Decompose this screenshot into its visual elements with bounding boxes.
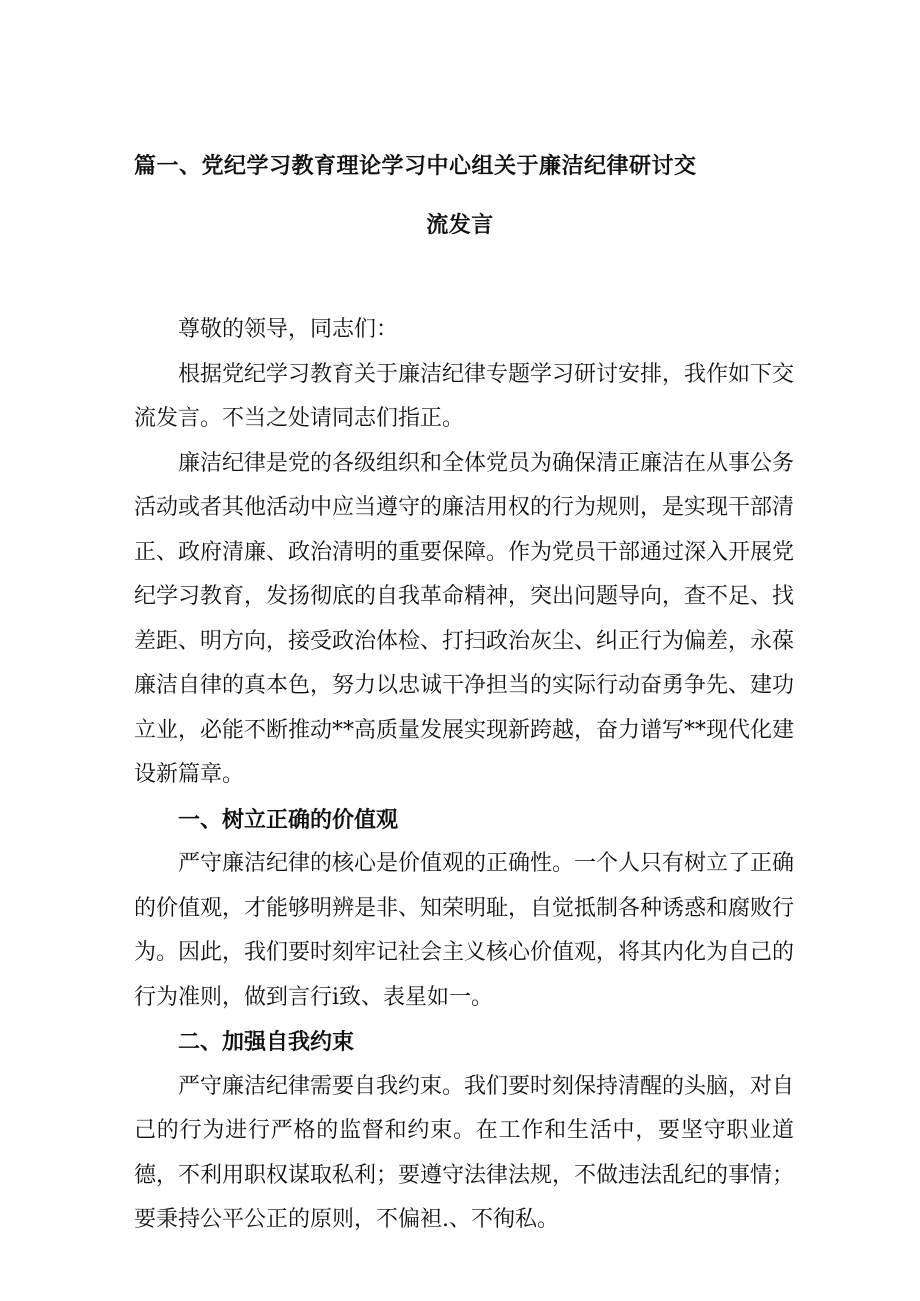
body-paragraph-3: 严守廉洁纪律需要自我约束。我们要时刻保持清醒的头脑，对自己的行为进行严格的监督和约束。在工作和生活中，要坚守职业道德，不利用职权谋取私利；要遵守法律法规，不做违法乱纪的事情；要秉持公平公正的原则，不偏袒.、不徇私。 xyxy=(134,1073,795,1232)
section-heading-1: 一、树立正确的价值观 xyxy=(178,806,399,833)
document-title-line-2: 流发言 xyxy=(426,212,494,238)
document-body xyxy=(134,308,794,1243)
body-paragraph-1: 廉洁纪律是党的各级组织和全体党员为确保清正廉洁在从事公务活动或者其他活动中应当遵守的廉洁用权的行为规则，是实现干部清正、政府清廉、政治清明的重要保障。作为党员干部通过深入开展党纪学习教育，发扬彻底的自我革命精神，突出问题导向，查不足、找差距、明方向，接受政治体检、打扫政治灰尘、纠正行为偏差，永葆廉洁自律的真本色，努力以忠诚干净担当的实际行动奋勇争先、建功立业，必能不断推动**高质量发展实现新跨越，奋力谱写**现代化建设新篇章。 xyxy=(134,450,795,787)
section-heading-2: 二、加强自我约束 xyxy=(178,1029,355,1055)
salutation: 尊敬的领导，同志们： xyxy=(178,317,399,342)
body-paragraph-2: 严守廉洁纪律的核心是价值观的正确性。一个人只有树立了正确的价值观，才能够明辨是非、知荣明耻，自觉抵制各种诱惑和腐败行为。因此，我们要时刻牢记社会主义核心价值观，将其内化为自己的行为准则，做到言行i致、表星如一。 xyxy=(134,851,795,1010)
document-title-line-1: 篇一、党纪学习教育理论学习中心组关于廉洁纪律研讨交 xyxy=(134,153,697,179)
intro-paragraph: 根据党纪学习教育关于廉洁纪律专题学习研讨安排，我作如下交流发言。不当之处请同志们指正。 xyxy=(134,361,795,431)
